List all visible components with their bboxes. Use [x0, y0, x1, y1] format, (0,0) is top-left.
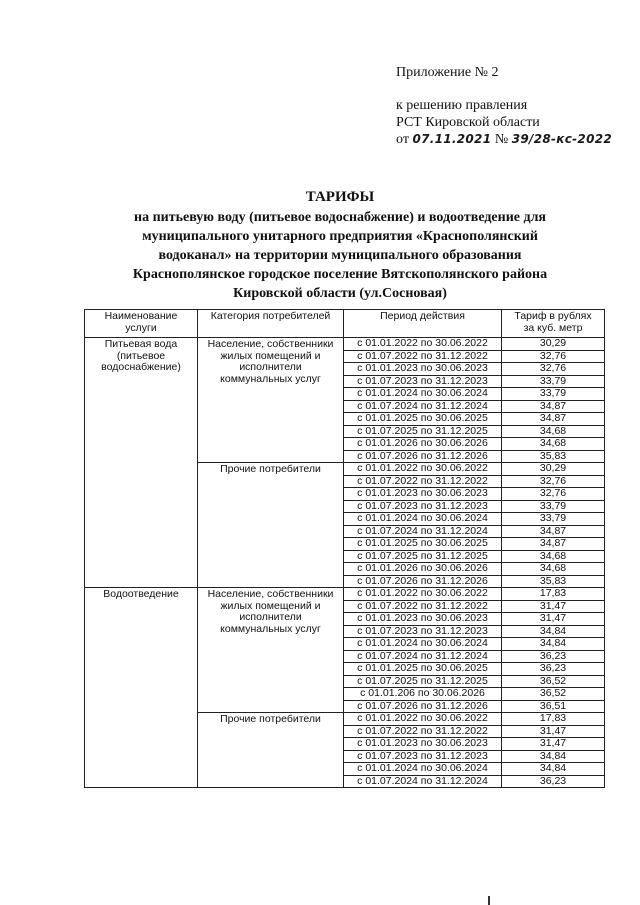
scan-edge-mark: [488, 896, 490, 905]
period-cell: с 01.07.2024 по 31.12.2024: [344, 525, 502, 538]
table-row: [85, 588, 605, 601]
title-line: водоканал» на территории муниципального образования: [158, 248, 522, 263]
tariff-table: [84, 309, 605, 788]
period-cell: с 01.01.2022 по 30.06.2022: [344, 713, 502, 726]
tariff-value-cell: 36,23: [502, 663, 605, 676]
service-name-cell: Питьевая вода (питьевое водоснабжение): [85, 338, 198, 588]
period-cell: с 01.01.2023 по 30.06.2023: [344, 613, 502, 626]
document-title: [60, 188, 620, 303]
tariff-value-cell: 35,83: [502, 450, 605, 463]
tariff-value-cell: 34,84: [502, 625, 605, 638]
tariff-value-cell: 33,79: [502, 375, 605, 388]
consumer-category-cell: Население, собственники жилых помещений и исполнители коммунальных услуг: [198, 338, 344, 463]
tariff-value-cell: 33,79: [502, 513, 605, 526]
title-main: ТАРИФЫ: [305, 189, 375, 205]
period-cell: с 01.07.2024 по 31.12.2024: [344, 400, 502, 413]
tariff-value-cell: 34,87: [502, 525, 605, 538]
period-cell: с 01.07.2024 по 31.12.2024: [344, 650, 502, 663]
title-line: Кировской области (ул.Сосновая): [233, 286, 447, 301]
period-cell: с 01.01.2024 по 30.06.2024: [344, 763, 502, 776]
period-cell: с 01.01.2022 по 30.06.2022: [344, 463, 502, 476]
period-cell: с 01.01.2025 по 30.06.2025: [344, 538, 502, 551]
appendix-date-line: [396, 131, 612, 148]
period-cell: с 01.07.2022 по 31.12.2022: [344, 350, 502, 363]
period-cell: с 01.07.2023 по 31.12.2023: [344, 375, 502, 388]
period-cell: с 01.07.2023 по 31.12.2023: [344, 500, 502, 513]
handwritten-decision-number: 39/28-кс-2022: [511, 132, 613, 146]
period-cell: с 01.07.2023 по 31.12.2023: [344, 625, 502, 638]
tariff-value-cell: 34,68: [502, 563, 605, 576]
period-cell: с 01.01.2024 по 30.06.2024: [344, 513, 502, 526]
tariff-value-cell: 34,84: [502, 638, 605, 651]
table-row: [85, 338, 605, 351]
period-cell: с 01.07.2026 по 31.12.2026: [344, 450, 502, 463]
period-cell: с 01.01.2025 по 30.06.2025: [344, 663, 502, 676]
period-cell: с 01.01.2023 по 30.06.2023: [344, 488, 502, 501]
tariff-value-cell: 31,47: [502, 738, 605, 751]
tariff-table-body: [85, 338, 605, 788]
appendix-decision-line: к решению правления: [396, 98, 528, 113]
appendix-header: [396, 64, 612, 148]
consumer-category-cell: Прочие потребители: [198, 463, 344, 588]
tariff-value-cell: 36,51: [502, 700, 605, 713]
service-name-cell: Водоотведение: [85, 588, 198, 788]
period-cell: с 01.07.2025 по 31.12.2025: [344, 550, 502, 563]
tariff-value-cell: 34,87: [502, 400, 605, 413]
tariff-value-cell: 36,52: [502, 688, 605, 701]
period-cell: с 01.07.2026 по 31.12.2026: [344, 575, 502, 588]
tariff-value-cell: 31,47: [502, 600, 605, 613]
period-cell: с 01.01.206 по 30.06.2026: [344, 688, 502, 701]
tariff-value-cell: 32,76: [502, 363, 605, 376]
tariff-value-cell: 30,29: [502, 463, 605, 476]
tariff-value-cell: 31,47: [502, 725, 605, 738]
tariff-value-cell: 33,79: [502, 500, 605, 513]
period-cell: с 01.07.2025 по 31.12.2025: [344, 675, 502, 688]
period-cell: с 01.01.2023 по 30.06.2023: [344, 363, 502, 376]
period-cell: с 01.07.2022 по 31.12.2022: [344, 475, 502, 488]
appendix-authority-line: РСТ Кировской области: [396, 115, 540, 130]
appendix-number-sign: №: [494, 132, 509, 147]
period-cell: с 01.01.2022 по 30.06.2022: [344, 588, 502, 601]
period-cell: с 01.07.2022 по 31.12.2022: [344, 725, 502, 738]
header-service: Наименование услуги: [85, 310, 198, 338]
tariff-value-cell: 32,76: [502, 488, 605, 501]
tariff-value-cell: 32,76: [502, 350, 605, 363]
tariff-value-cell: 34,84: [502, 750, 605, 763]
tariff-value-cell: 34,84: [502, 763, 605, 776]
period-cell: с 01.07.2022 по 31.12.2022: [344, 600, 502, 613]
tariff-value-cell: 30,29: [502, 338, 605, 351]
tariff-value-cell: 36,23: [502, 650, 605, 663]
period-cell: с 01.01.2026 по 30.06.2026: [344, 563, 502, 576]
period-cell: с 01.01.2023 по 30.06.2023: [344, 738, 502, 751]
tariff-value-cell: 35,83: [502, 575, 605, 588]
handwritten-date: 07.11.2021: [412, 132, 492, 146]
consumer-category-cell: Прочие потребители: [198, 713, 344, 788]
title-line: Краснополянское городское поселение Вятскополянского района: [132, 267, 548, 282]
tariff-value-cell: 17,83: [502, 713, 605, 726]
tariff-value-cell: 33,79: [502, 388, 605, 401]
period-cell: с 01.01.2024 по 30.06.2024: [344, 638, 502, 651]
tariff-value-cell: 34,68: [502, 425, 605, 438]
period-cell: с 01.07.2026 по 31.12.2026: [344, 700, 502, 713]
tariff-value-cell: 36,52: [502, 675, 605, 688]
tariff-value-cell: 36,23: [502, 775, 605, 788]
header-category: Категория потребителей: [198, 310, 344, 338]
tariff-value-cell: 31,47: [502, 613, 605, 626]
tariff-value-cell: 17,83: [502, 588, 605, 601]
title-line: муниципального унитарного предприятия «Краснополянский: [142, 229, 538, 244]
tariff-value-cell: 34,68: [502, 438, 605, 451]
tariff-value-cell: 32,76: [502, 475, 605, 488]
appendix-number: Приложение № 2: [396, 65, 499, 80]
consumer-category-cell: Население, собственники жилых помещений и исполнители коммунальных услуг: [198, 588, 344, 713]
period-cell: с 01.01.2022 по 30.06.2022: [344, 338, 502, 351]
period-cell: с 01.07.2023 по 31.12.2023: [344, 750, 502, 763]
header-tariff: Тариф в рублях за куб. метр: [502, 310, 605, 338]
table-header-row: [85, 310, 605, 338]
appendix-date-prefix: от: [396, 132, 409, 147]
period-cell: с 01.01.2025 по 30.06.2025: [344, 413, 502, 426]
tariff-value-cell: 34,68: [502, 550, 605, 563]
header-period: Период действия: [344, 310, 502, 338]
tariff-value-cell: 34,87: [502, 413, 605, 426]
title-line: на питьевую воду (питьевое водоснабжение) и водоотведение для: [134, 210, 546, 225]
tariff-value-cell: 34,87: [502, 538, 605, 551]
period-cell: с 01.07.2025 по 31.12.2025: [344, 425, 502, 438]
period-cell: с 01.07.2024 по 31.12.2024: [344, 775, 502, 788]
period-cell: с 01.01.2026 по 30.06.2026: [344, 438, 502, 451]
period-cell: с 01.01.2024 по 30.06.2024: [344, 388, 502, 401]
